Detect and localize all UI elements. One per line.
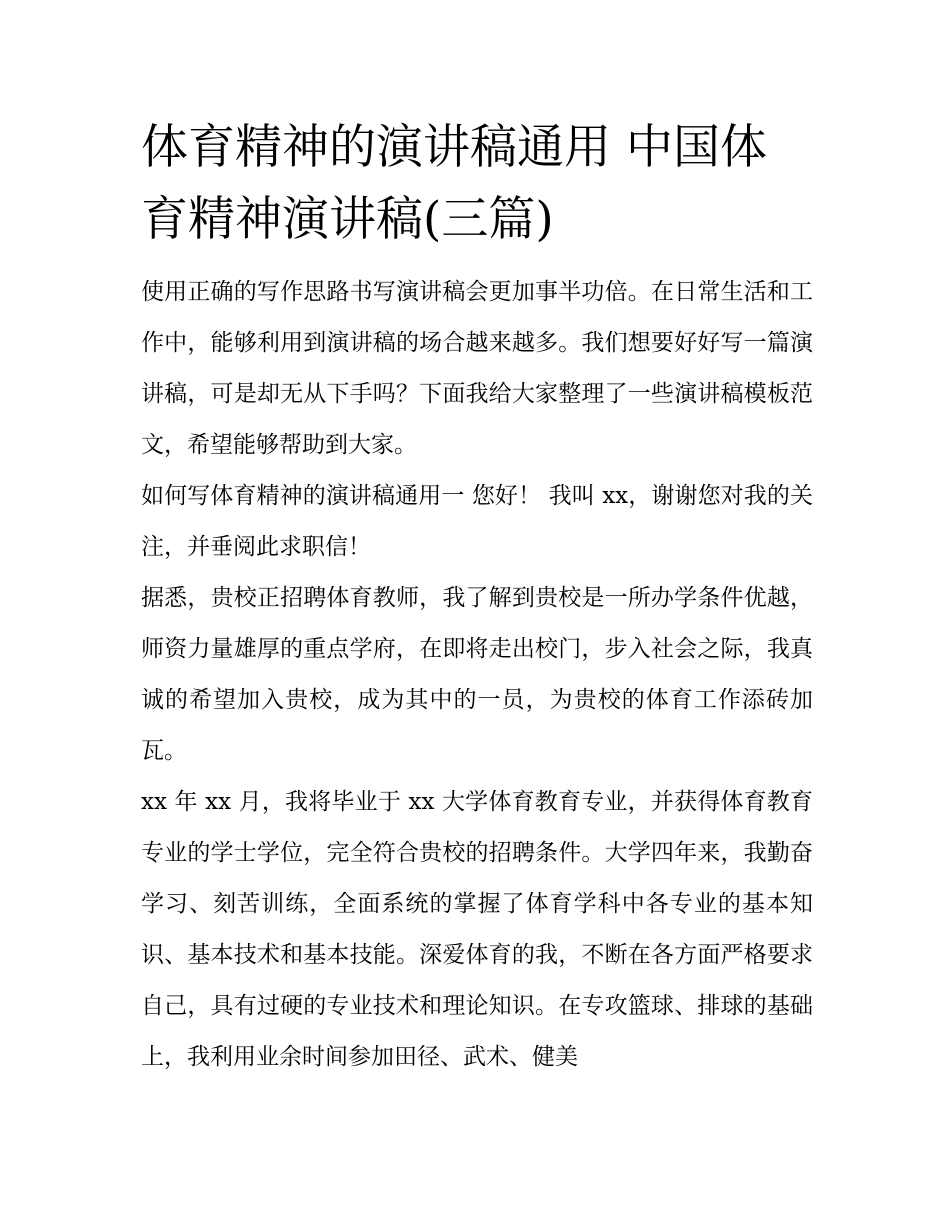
paragraph-intro: 使用正确的写作思路书写演讲稿会更加事半功倍。在日常生活和工作中，能够利用到演讲稿的场合越来越多。我们想要好好写一篇演讲稿，可是却无从下手吗？下面我给大家整理了一些演讲稿模板范文，希望能够帮助到大家。 — [141, 279, 813, 458]
paragraph-greeting: 如何写体育精神的演讲稿通用一 您好！ 我叫 xx，谢谢您对我的关注，并垂阅此求职信！ — [141, 483, 813, 560]
document-body — [141, 112, 813, 1083]
document-title: 体育精神的演讲稿通用 中国体育精神演讲稿(三篇) — [141, 120, 767, 247]
paragraph-background: xx 年 xx 月，我将毕业于 xx 大学体育教育专业，并获得体育教育专业的学士学位，完全符合贵校的招聘条件。大学四年来，我勤奋学习、刻苦训练，全面系统的掌握了体育学科中各专业的基本知识、基本技术和基本技能。深爱体育的我，不断在各方面严格要求自己，具有过硬的专业技术和理论知识。在专攻篮球、排球的基础上，我利用业余时间参加田径、武术、健美 — [141, 789, 813, 1070]
paragraph-school: 据悉，贵校正招聘体育教师，我了解到贵校是一所办学条件优越，师资力量雄厚的重点学府，在即将走出校门，步入社会之际，我真诚的希望加入贵校，成为其中的一员，为贵校的体育工作添砖加瓦。 — [141, 585, 813, 764]
